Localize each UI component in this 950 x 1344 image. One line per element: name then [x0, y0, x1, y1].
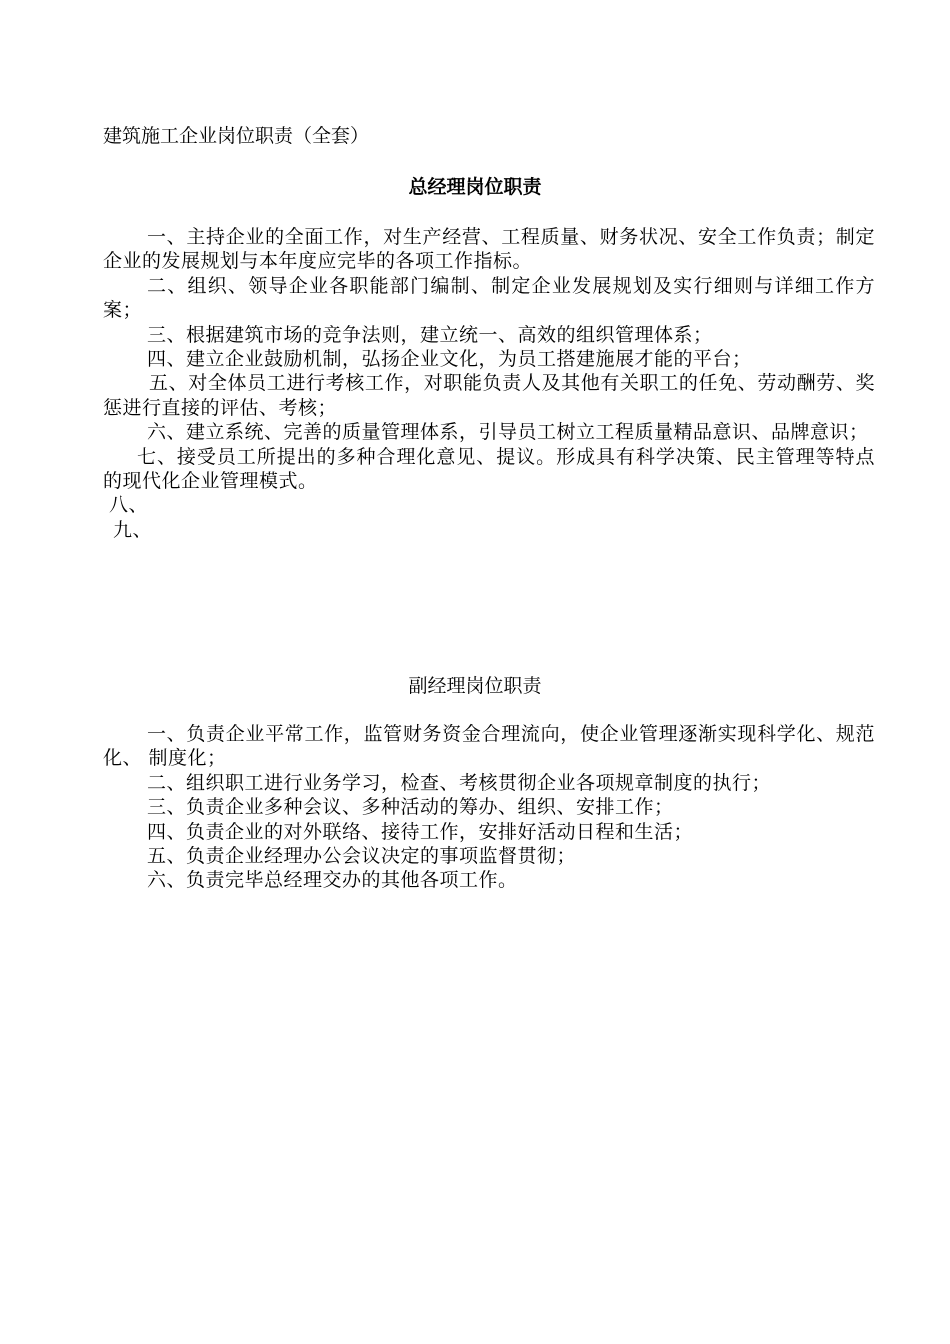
section-general-manager — [103, 225, 875, 542]
list-item: 三、负责企业多种会议、多种活动的筹办、组织、安排工作； — [147, 796, 674, 819]
list-item: 九、 — [113, 518, 153, 541]
list-item: 七、接受员工所提出的多种合理化意见、提议。形成具有科学决策、民主管理等特点的现代化企业管理模式。 — [103, 445, 875, 493]
list-item: 一、主持企业的全面工作，对生产经营、工程质量、财务状况、安全工作负责；制定企业的发展规划与本年度应完毕的各项工作指标。 — [103, 226, 875, 273]
list-item: 四、建立企业鼓励机制，弘扬企业文化，为员工搭建施展才能的平台； — [147, 348, 752, 371]
list-item: 二、组织、领导企业各职能部门编制、制定企业发展规划及实行细则与详细工作方案； — [103, 274, 875, 322]
list-item: 六、建立系统、完善的质量管理体系，引导员工树立工程质量精品意识、品牌意识； — [147, 421, 869, 444]
section-heading-general-manager: 总经理岗位职责 — [408, 176, 542, 198]
document-title: 建筑施工企业岗位职责（全套） — [103, 125, 370, 147]
list-item: 二、组织职工进行业务学习，检查、考核贯彻企业各项规章制度的执行； — [147, 771, 772, 794]
section-deputy-manager — [103, 722, 875, 893]
list-item: 四、负责企业的对外联络、接待工作，安排好活动日程和生活； — [147, 820, 694, 843]
list-item: 五、对全体员工进行考核工作，对职能负责人及其他有关职工的任免、劳动酬劳、奖惩进行直接的评估、考核； — [103, 372, 875, 419]
list-item: 一、负责企业平常工作，监管财务资金合理流向，使企业管理逐渐实现科学化、规范化、 制度化； — [103, 723, 875, 770]
list-item: 八、 — [109, 494, 149, 517]
list-item: 五、负责企业经理办公会议决定的事项监督贯彻； — [147, 845, 577, 868]
list-item: 六、负责完毕总经理交办的其他各项工作。 — [147, 869, 518, 892]
list-item: 三、根据建筑市场的竞争法则，建立统一、高效的组织管理体系； — [147, 323, 713, 346]
section-heading-deputy-manager: 副经理岗位职责 — [408, 675, 542, 697]
